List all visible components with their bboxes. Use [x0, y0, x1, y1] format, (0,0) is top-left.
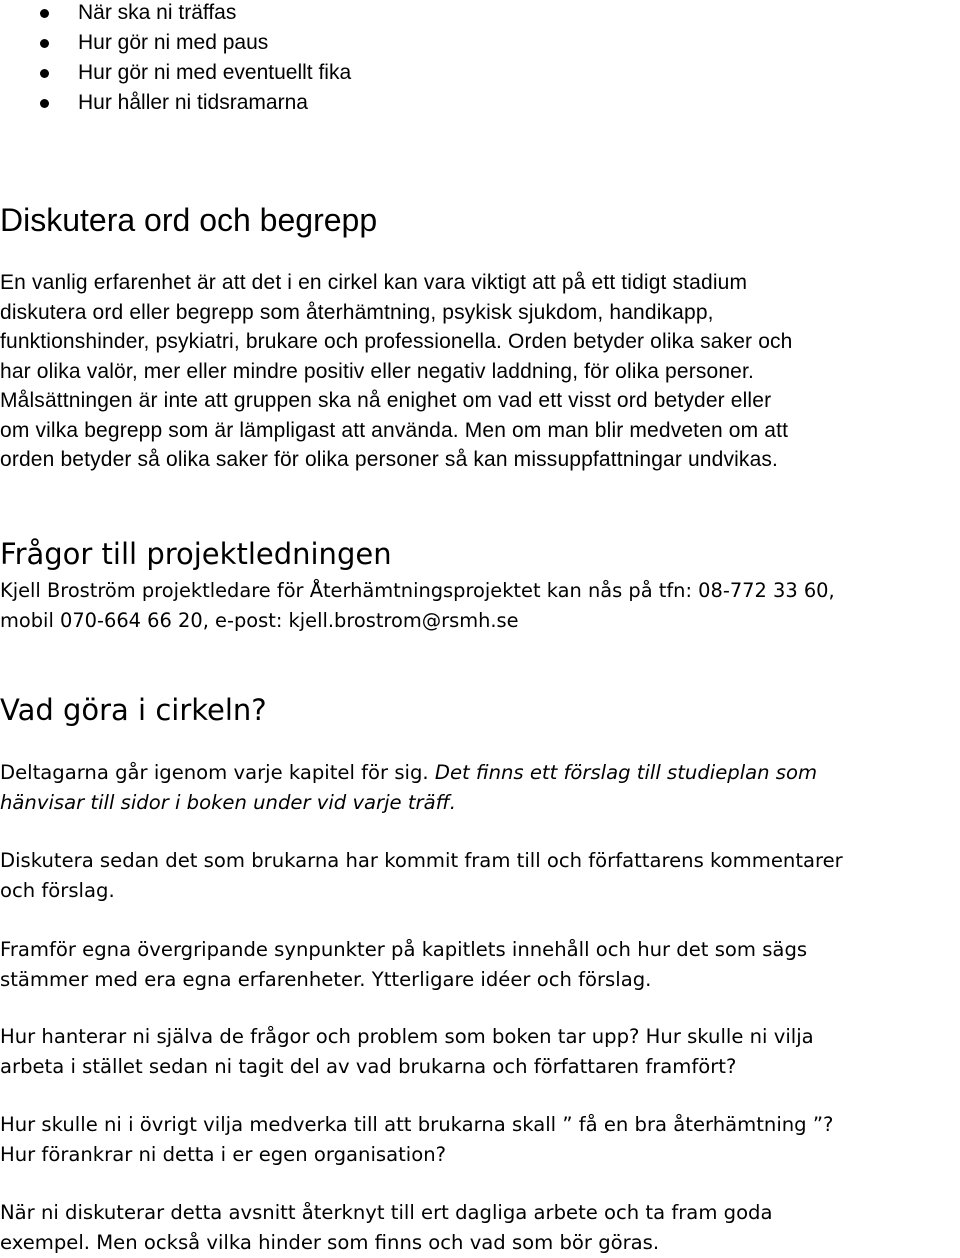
- text-line: funktionshinder, psykiatri, brukare och professionella. Orden betyder olika saker och: [0, 330, 793, 353]
- list-item: [0, 88, 351, 118]
- text-line: arbeta i stället sedan ni tagit del av vad brukarna och författaren framfört?: [0, 1055, 737, 1078]
- bullet-icon: [40, 39, 49, 48]
- section-heading-vad-gora: Vad göra i cirkeln?: [0, 693, 267, 727]
- bullet-icon: [40, 99, 49, 108]
- text-italic: Det finns ett förslag till studieplan som: [434, 761, 818, 784]
- text-plain: Deltagarna går igenom varje kapitel för sig.: [0, 761, 435, 784]
- text-line: Hur skulle ni i övrigt vilja medverka till att brukarna skall ” få en bra återhämtning ”?: [0, 1113, 834, 1136]
- text-line: mobil 070-664 66 20, e-post: kjell.brostrom@rsmh.se: [0, 609, 519, 632]
- section-heading-fragor: Frågor till projektledningen: [0, 537, 392, 571]
- paragraph-contact: [0, 576, 958, 636]
- text-line: har olika valör, mer eller mindre positiv eller negativ laddning, för olika personer.: [0, 359, 754, 383]
- list-item: [0, 58, 351, 88]
- paragraph-hur-hanterar: [0, 1022, 958, 1082]
- paragraph-framfor: [0, 935, 958, 995]
- section-heading-ord-och-begrepp: Diskutera ord och begrepp: [0, 202, 378, 238]
- text-line: Hur hanterar ni själva de frågor och problem som boken tar upp? Hur skulle ni vilja: [0, 1025, 814, 1048]
- paragraph-medverka: [0, 1110, 958, 1170]
- text-line: Kjell Broström projektledare för Återhämtningsprojektet kan nås på tfn: 08-772 33 60,: [0, 579, 835, 602]
- text-line: diskutera ord eller begrepp som återhämtning, psykisk sjukdom, handikapp,: [0, 300, 714, 324]
- list-item-text: Hur gör ni med eventuellt fika: [78, 61, 352, 84]
- text-line: Diskutera sedan det som brukarna har kommit fram till och författarens kommentarer: [0, 849, 843, 872]
- list-item: [0, 0, 351, 28]
- text-line: orden betyder så olika saker för olika personer så kan missuppfattningar undvikas.: [0, 448, 779, 471]
- paragraph-ord-och-begrepp: [0, 268, 958, 475]
- text-line: stämmer med era egna erfarenheter. Ytterligare idéer och förslag.: [0, 968, 652, 991]
- bullet-icon: [40, 69, 49, 78]
- text-line: Hur förankrar ni detta i er egen organisation?: [0, 1143, 447, 1166]
- list-item-text: Hur gör ni med paus: [78, 31, 269, 54]
- paragraph-diskutera: [0, 846, 958, 906]
- paragraph-dagligt-arbete: [0, 1198, 958, 1258]
- list-item: [0, 28, 351, 58]
- list-item-text: Hur håller ni tidsramarna: [78, 91, 308, 114]
- text-line: En vanlig erfarenhet är att det i en cirkel kan vara viktigt att på ett tidigt stadium: [0, 271, 748, 294]
- bullet-icon: [40, 9, 49, 18]
- text-line: Målsättningen är inte att gruppen ska nå enighet om vad ett visst ord betyder eller: [0, 389, 772, 412]
- bullet-list: [0, 0, 351, 118]
- text-line: om vilka begrepp som är lämpligast att använda. Men om man blir medveten om att: [0, 418, 789, 442]
- text-line: När ni diskuterar detta avsnitt återknyt till ert dagliga arbete och ta fram goda: [0, 1201, 773, 1224]
- text-italic: hänvisar till sidor i boken under vid varje träff.: [0, 791, 456, 814]
- text-line: exempel. Men också vilka hinder som finns och vad som bör göras.: [0, 1231, 660, 1254]
- list-item-text: När ska ni träffas: [78, 1, 237, 24]
- text-line: och förslag.: [0, 879, 115, 902]
- text-line: Framför egna övergripande synpunkter på kapitlets innehåll och hur det som sägs: [0, 938, 808, 961]
- paragraph-kapitel: [0, 758, 958, 818]
